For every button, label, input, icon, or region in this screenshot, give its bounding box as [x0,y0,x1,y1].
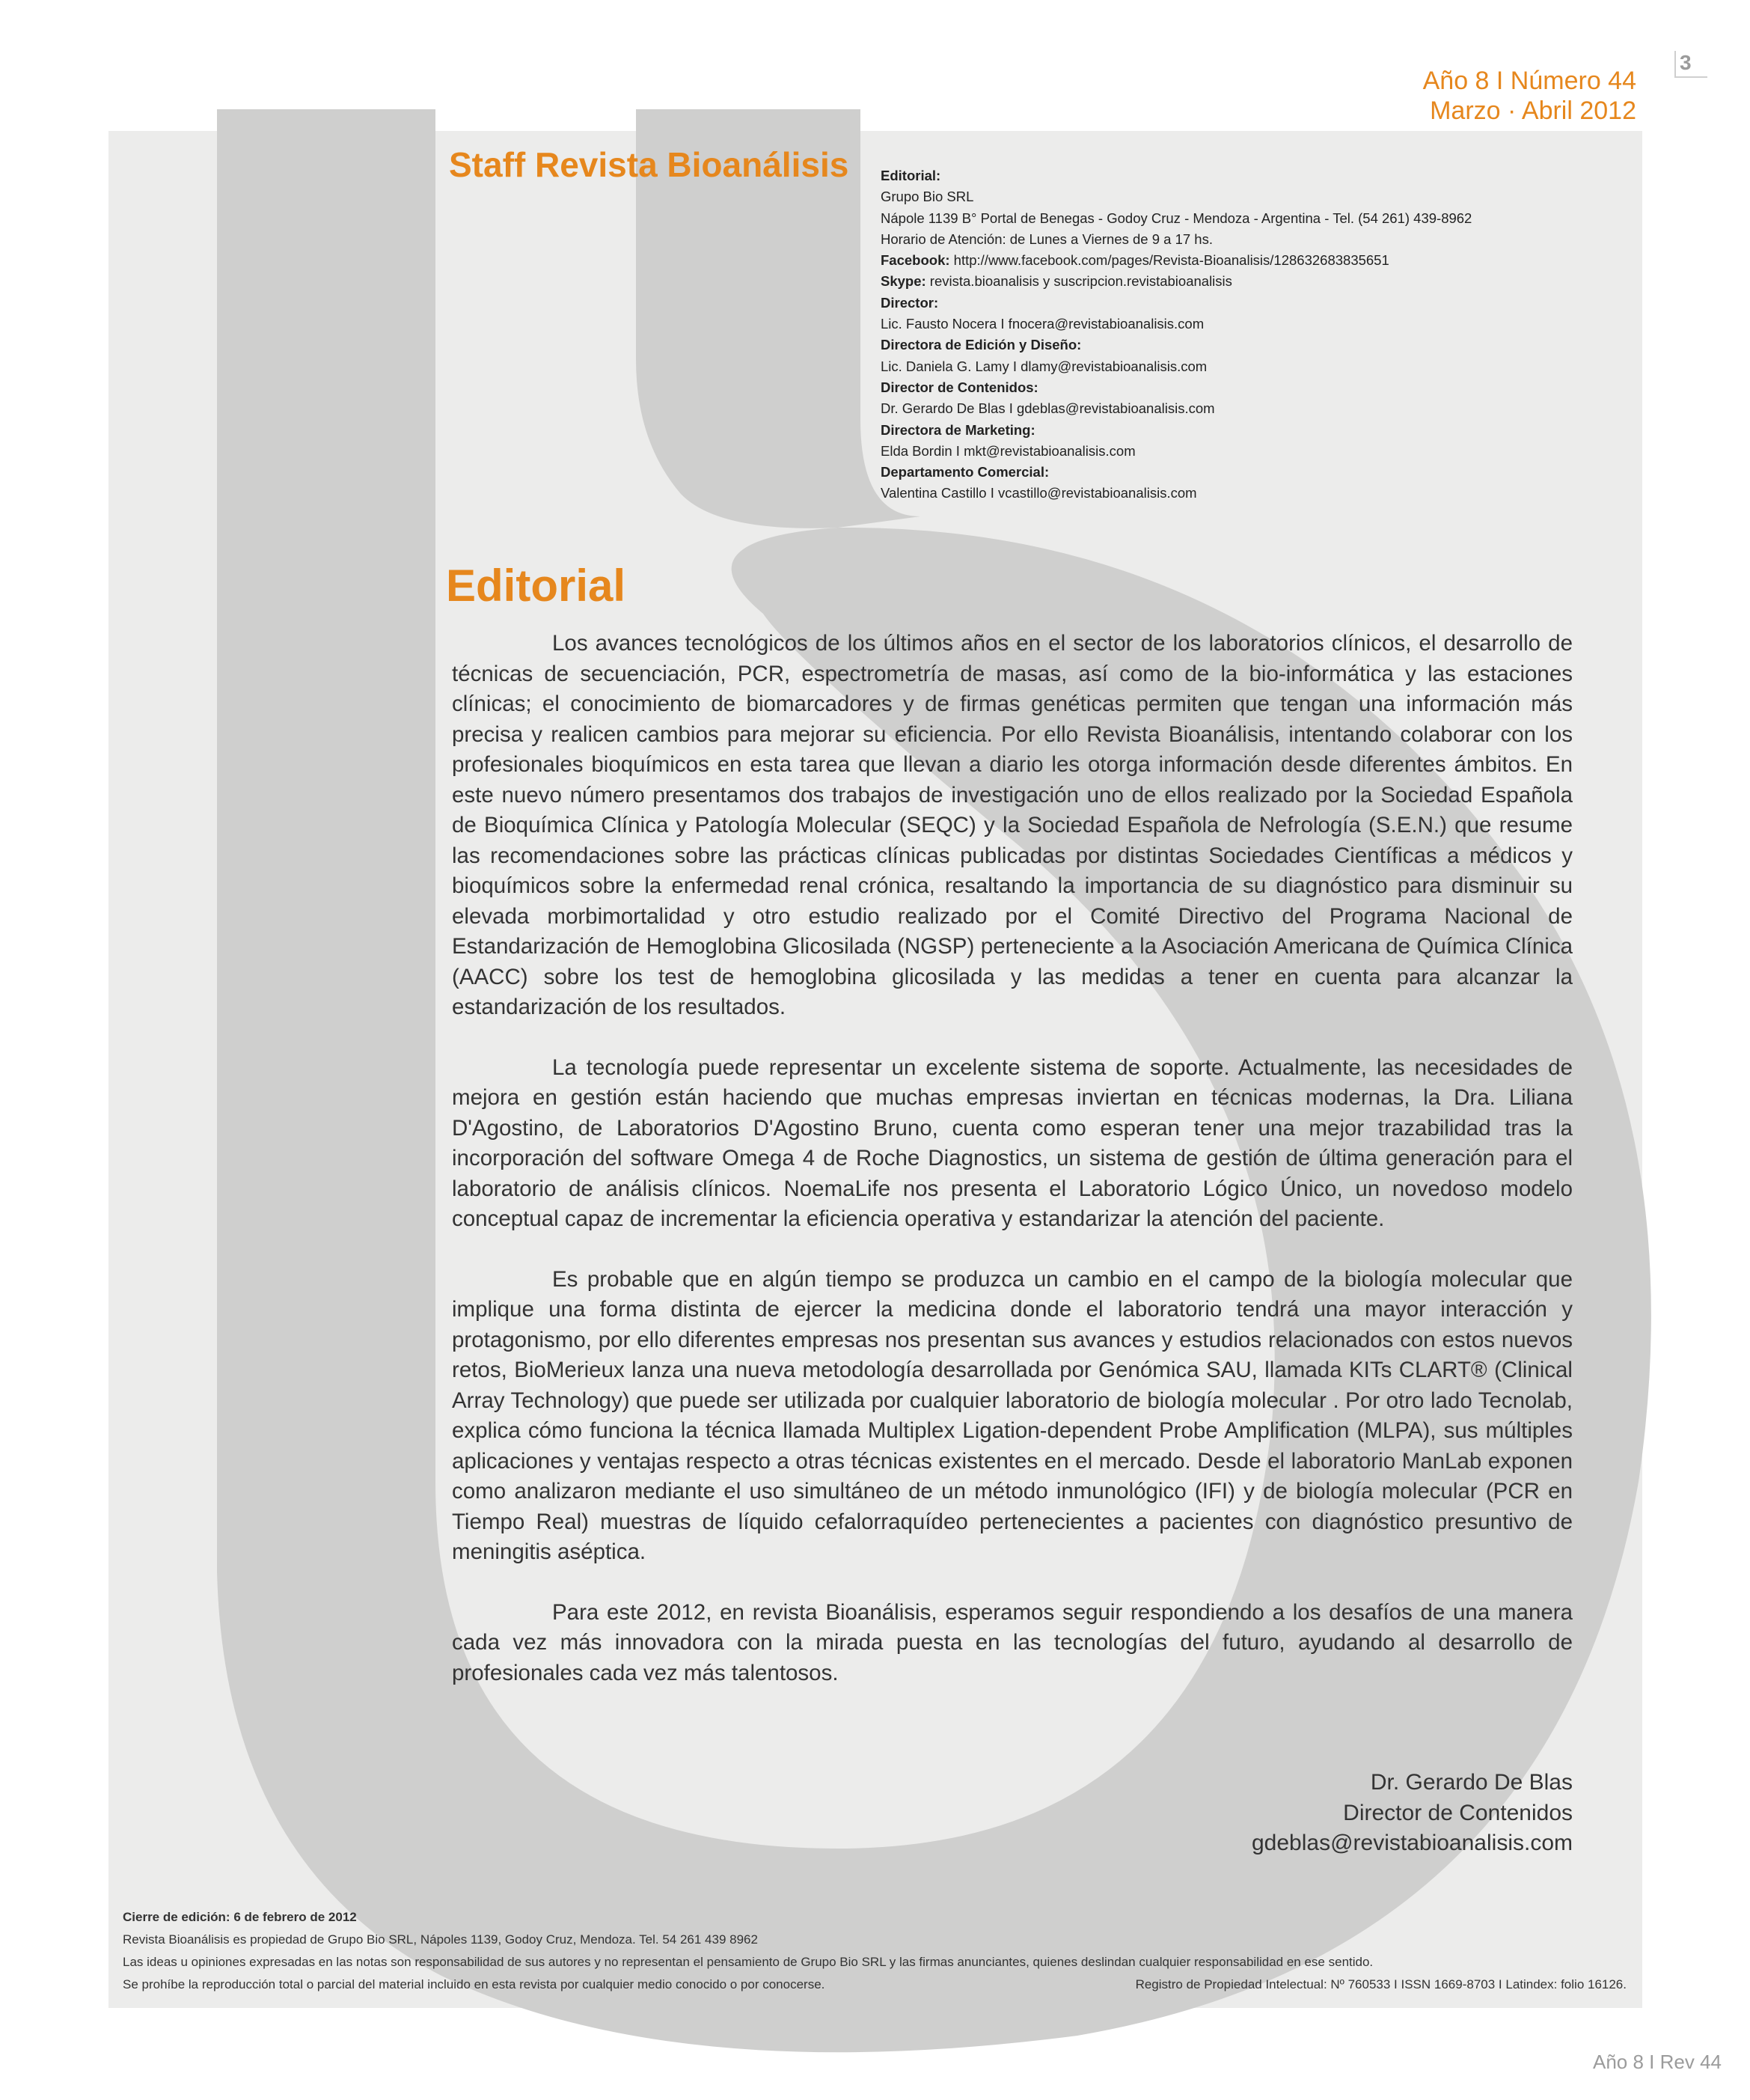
staff-facebook [881,250,1472,271]
editorial-paragraph: Los avances tecnológicos de los últimos años en el sector de los laboratorios clínicos, el desarrollo de técnicas de secuenciación, PCR, espectrometría de masas, así como de la bio-informática y las estaciones clínicas; el conocimiento de biomarcadores y de firmas genéticas permiten que tengan una información más precisa y realicen cambios para mejorar su eficiencia. Por ello Revista Bioanálisis, intentando colaborar con los profesionales bioquímicos en esta tarea que llevan a diario les otorga información desde diferentes ámbitos. En este nuevo número presentamos dos trabajos de investigación uno de ellos realizado por la Sociedad Española de Bioquímica Clínica y Patología Molecular (SEQC) y la Sociedad Española de Nefrología (S.E.N.) que resume las recomendaciones sobre las prácticas clínicas publicadas por distintas Sociedades Científicas a médicos y bioquímicos sobre la enfermedad renal crónica, resaltando la importancia de su diagnóstico para disminuir su elevada morbimortalidad y otro estudio realizado por el Comité Directivo del Programa Nacional de Estandarización de Hemoglobina Glicosilada (NGSP) perteneciente a la Asociación Americana de Química Clínica (AACC) sobre los test de hemoglobina glicosilada y las medidas a tener en cuenta para alcanzar la estandarización de los resultados. [452,631,1573,1019]
staff-design: Lic. Daniela G. Lamy I dlamy@revistabioanalisis.com [881,358,1208,374]
staff-marketing-heading: Directora de Marketing: [881,421,1035,438]
staff-editorial-heading: Editorial: [881,168,941,183]
staff-content: Dr. Gerardo De Blas I gdeblas@revistabioanalisis.com [881,400,1215,417]
staff-company: Grupo Bio SRL [881,189,974,205]
disclaimer: Las ideas u opiniones expresadas en las notas son responsabilidad de sus autores y no representan el pensamiento de Grupo Bio SRL y las firmas anunciantes, quienes deslindan cualquier responsabilidad en ese sentido. [123,1955,1374,1969]
registry-notice: Registro de Propiedad Intelectual: Nº 760533 I ISSN 1669-8703 I Latindex: folio 16126. [1135,1977,1627,1991]
page-number: 3 [1680,51,1692,74]
staff-commercial-heading: Departamento Comercial: [881,464,1050,480]
skype-label: Skype: [881,273,926,290]
editorial-paragraph: Para este 2012, en revista Bioanálisis, esperamos seguir respondiendo a los desafíos de una manera cada vez más innovadora con la mirada puesta en las tecnologías del futuro, ayudando al desarrollo de profesionales cada vez más talentosos. [452,1599,1573,1685]
signature-email: gdeblas@revistabioanalisis.com [1252,1831,1573,1855]
staff-marketing: Elda Bordin I mkt@revistabioanalisis.com [881,442,1136,459]
staff-director: Lic. Fausto Nocera I fnocera@revistabioanalisis.com [881,316,1205,332]
staff-skype [881,271,1472,292]
issue-number: Año 8 I Número 44 [1422,67,1636,95]
editorial-paragraph: Es probable que en algún tiempo se produzca un cambio en el campo de la biología molecular que implique una forma distinta de ejercer la medicina donde el laboratorio tendrá una mayor interacción y protagonismo, por ello diferentes empresas nos presentan sus avances y estudios relacionados con estos nuevos retos, BioMerieux lanza una nueva metodología desarrollada por Genómica SAU, llamada KITs CLART® (Clinical Array Technology) que puede ser utilizada por cualquier laboratorio de biología molecular . Por otro lado Tecnolab, explica cómo funciona la técnica llamada Multiplex Ligation-dependent Probe Amplification (MLPA), sus múltiples aplicaciones y ventajas respecto a otras técnicas existentes en el mercado. Desde el laboratorio ManLab exponen como analizaron mediante el uso simultáneo de un método inmunológico (IFI) y de biología molecular (PCR en Tiempo Real) muestras de líquido cefalorraquídeo pertenecientes a pacientes con diagnóstico presuntivo de meningitis aséptica. [452,1266,1573,1564]
issue-date: Marzo · Abril 2012 [1430,97,1636,125]
staff-hours: Horario de Atención: de Lunes a Viernes de 9 a 17 hs. [881,231,1213,247]
skype-value: revista.bioanalisis y suscripcion.revistabioanalisis [926,273,1232,290]
signature-role: Director de Contenidos [1343,1800,1573,1825]
reproduction-notice: Se prohíbe la reproducción total o parcial del material incluido en esta revista por cualquier medio conocido o por conocerse. [123,1977,825,1991]
staff-commercial: Valentina Castillo I vcastillo@revistabioanalisis.com [881,485,1197,501]
footer [123,1906,1627,1996]
closing-date: Cierre de edición: 6 de febrero de 2012 [123,1910,357,1924]
editorial-paragraph: La tecnología puede representar un excelente sistema de soporte. Actualmente, las necesidades de mejora en gestión están haciendo que muchas empresas inviertan en técnicas modernas, la Dra. Liliana D'Agostino, de Laboratorios D'Agostino Bruno, cuenta como esperan tener una mejor trazabilidad tras la incorporación del software Omega 4 de Roche Diagnostics, un sistema de gestión de última generación para el laboratorio de análisis clínicos. NoemaLife nos presenta el Laboratorio Lógico Único, un novedoso modelo conceptual capaz de incrementar la eficiencia operativa y estandarizar la atención del paciente. [452,1054,1573,1231]
footer-legal-row [123,1974,1627,1996]
page-reference: Año 8 I Rev 44 [1593,2051,1722,2073]
facebook-label: Facebook: [881,252,950,269]
staff-content-heading: Director de Contenidos: [881,379,1038,395]
staff-director-heading: Director: [881,294,939,311]
staff-design-heading: Directora de Edición y Diseño: [881,337,1082,353]
issue-info [1423,66,1636,126]
staff-address: Nápole 1139 B° Portal de Benegas - Godoy Cruz - Mendoza - Argentina - Tel. (54 261) 439-8962 [881,210,1472,226]
ownership-notice: Revista Bioanálisis es propiedad de Grupo Bio SRL, Nápoles 1139, Godoy Cruz, Mendoza. Tel. 54 261 439 8962 [123,1932,758,1947]
signature [1252,1768,1573,1859]
staff-title: Staff Revista Bioanálisis [449,145,849,184]
facebook-url: http://www.facebook.com/pages/Revista-Bioanalisis/128632683835651 [949,252,1389,269]
editorial-title: Editorial [446,561,626,611]
staff-list [881,165,1472,504]
signature-name: Dr. Gerardo De Blas [1370,1770,1573,1795]
editorial-body [452,629,1573,1718]
